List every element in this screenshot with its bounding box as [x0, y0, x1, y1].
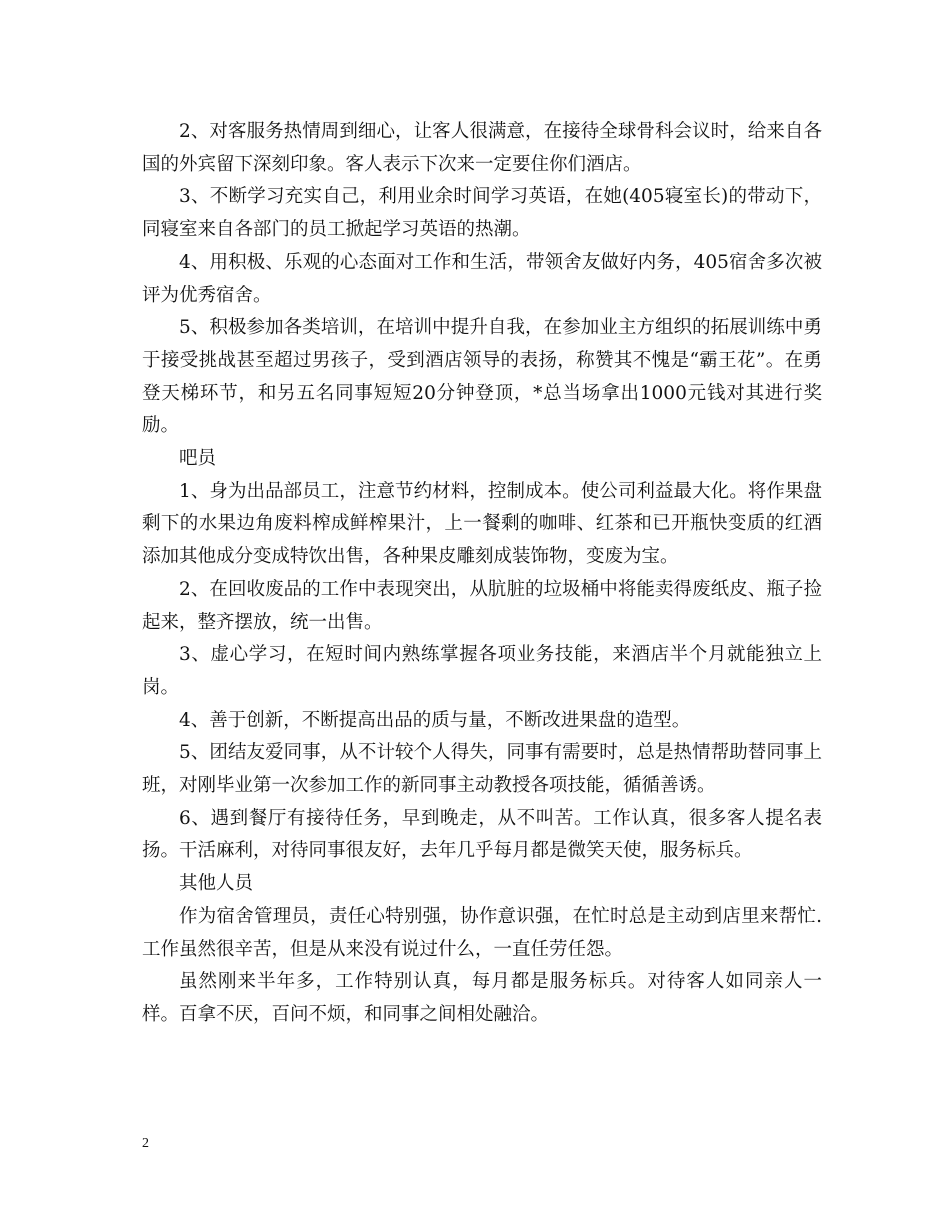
section-heading-bar-staff: 吧员 [179, 448, 217, 470]
paragraph-recycling: 2、在回收废品的工作中表现突出，从肮脏的垃圾桶中将能卖得废纸皮、瓶子捡起来，整齐摆放，统一出售。 [142, 578, 822, 633]
paragraph-service-attentive: 2、对客服务热情周到细心，让客人很满意，在接待全球骨科会议时，给来自各国的外宾留下深刻印象。客人表示下次来一定要住你们酒店。 [142, 121, 822, 175]
section-heading-other-staff: 其他人员 [179, 873, 254, 895]
paragraph-cost-control: 1、身为出品部员工，注意节约材料，控制成本。使公司利益最大化。将作果盘剩下的水果边角废料榨成鲜榨果汁，上一餐剩的咖啡、红茶和已开瓶快变质的红酒添加其他成分变成特饮出售，各种果皮雕刻成装饰物，变废为宝。 [142, 480, 822, 568]
page-number: 2 [142, 1136, 149, 1151]
paragraph-new-staff: 虽然刚来半年多，工作特别认真，每月都是服务标兵。对待客人如同亲人一样。百拿不厌，百问不烦，和同事之间相处融洽。 [142, 971, 822, 1025]
paragraph-innovation: 4、善于创新，不断提高出品的质与量，不断改进果盘的造型。 [179, 709, 691, 731]
paragraph-training: 5、积极参加各类培训，在培训中提升自我，在参加业主方组织的拓展训练中勇于接受挑战甚至超过男孩子，受到酒店领导的表扬，称赞其不愧是“霸王花”。在勇登天梯环节，和另五名同事短短20分钟登顶，*总当场拿出1000元钱对其进行奖励。 [142, 317, 822, 437]
paragraph-dormitory: 4、用积极、乐观的心态面对工作和生活，带领舍友做好内务，405宿舍多次被评为优秀宿舍。 [142, 251, 822, 306]
paragraph-reception-tasks: 6、遇到餐厅有接待任务，早到晚走，从不叫苦。工作认真，很多客人提名表扬。干活麻利，对待同事很友好，去年几乎每月都是微笑天使，服务标兵。 [142, 807, 822, 862]
paragraph-quick-learning: 3、虚心学习，在短时间内熟练掌握各项业务技能，来酒店半个月就能独立上岗。 [142, 644, 822, 698]
document-body [142, 116, 822, 1032]
paragraph-teamwork: 5、团结友爱同事，从不计较个人得失，同事有需要时，总是热情帮助替同事上班，对刚毕业第一次参加工作的新同事主动教授各项技能，循循善诱。 [142, 742, 822, 797]
paragraph-learning-english: 3、不断学习充实自己，利用业余时间学习英语，在她(405寝室长)的带动下，同寝室来自各部门的员工掀起学习英语的热潮。 [142, 186, 822, 241]
paragraph-dorm-manager: 作为宿舍管理员，责任心特别强，协作意识强，在忙时总是主动到店里来帮忙.工作虽然很辛苦，但是从来没有说过什么，一直任劳任怨。 [142, 905, 822, 960]
